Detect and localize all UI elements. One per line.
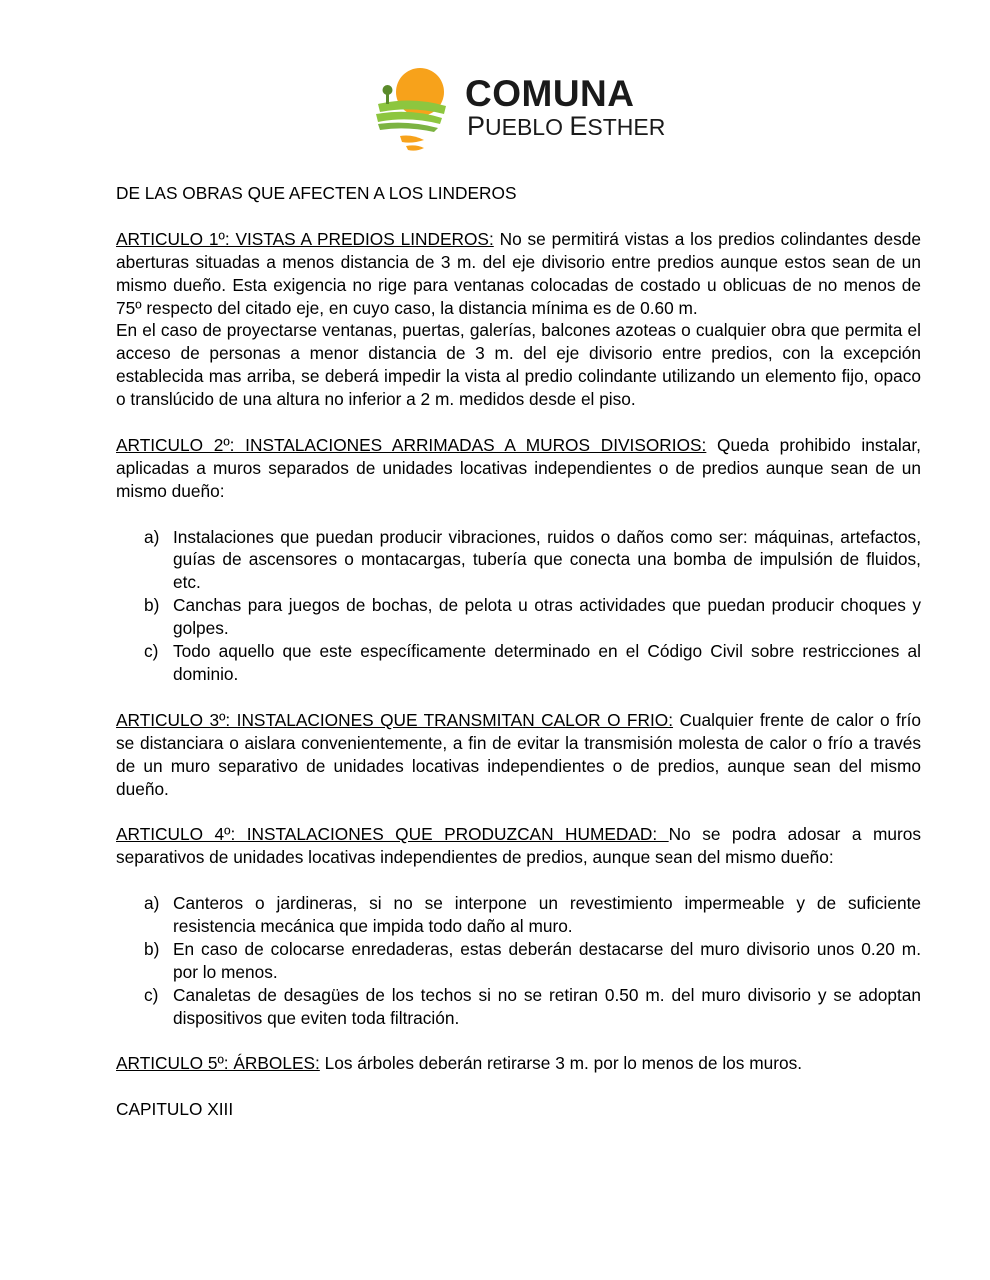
article-5-text: Los árboles deberán retirarse 3 m. por lo menos de los muros. (319, 1053, 803, 1074)
document-body (116, 182, 921, 1121)
chapter-heading: CAPITULO XIII (116, 1099, 234, 1120)
list-item: a) Instalaciones que puedan producir vibraciones, ruidos o daños como ser: máquinas, artefactos, guías de ascensores o montacargas, tubería que conecta una bomba de impulsión de fluidos, etc. (144, 526, 921, 593)
article-3-title: ARTICULO 3º: INSTALACIONES QUE TRANSMITAN CALOR O FRIO: (116, 709, 674, 730)
logo-title: COMUNA (465, 73, 635, 114)
list-item: c) Canaletas de desagües de los techos si no se retiran 0.50 m. del muro divisorio y se adoptan dispositivos que eviten toda filtración. (144, 984, 921, 1028)
article-4 (116, 823, 921, 869)
article-1 (116, 228, 921, 320)
article-2-list (116, 526, 921, 686)
sun-landscape-icon (372, 62, 464, 154)
article-5-title: ARTICULO 5º: ÁRBOLES: (116, 1053, 320, 1074)
article-5 (116, 1052, 921, 1075)
list-item: c) Todo aquello que este específicamente determinado en el Código Civil sobre restricciones al dominio. (144, 641, 921, 684)
list-item: b) Canchas para juegos de bochas, de pelota u otras actividades que puedan producir choques y golpes. (144, 595, 921, 639)
article-3-text: Cualquier frente de calor o frío se distanciara o aislara convenientemente, a fin de evitar la transmisión molesta de calor o frío a través de un muro separativo de unidades locativas independientes o de predios, aunque sean del mismo dueño. (116, 709, 921, 799)
article-2-title: ARTICULO 2º: INSTALACIONES ARRIMADAS A MUROS DIVISORIOS: (116, 434, 707, 455)
article-4-text: No se podra adosar a muros separativos de unidades locativas independientes de predios, aunque sean del mismo dueño: (116, 824, 921, 868)
article-4-title: ARTICULO 4º: INSTALACIONES QUE PRODUZCAN HUMEDAD: (116, 824, 669, 845)
article-1-paragraph-2: En el caso de proyectarse ventanas, puertas, galerías, balcones azoteas o cualquier obra que permita el acceso de personas a menor distancia de 3 m. del eje divisorio entre predios, con la excepción establecida mas arriba, se deberá impedir la vista al predio colindante utilizando un elemento fijo, opaco o translúcido de una altura no inferior a 2 m. medidos desde el piso. (116, 320, 921, 410)
list-item: a) Canteros o jardineras, si no se interpone un revestimiento impermeable y de suficiente resistencia mecánica que impida todo daño al muro. (144, 893, 921, 936)
comuna-logo (372, 62, 672, 154)
article-1-text: No se permitirá vistas a los predios colindantes desde aberturas situadas a menos distancia de 3 m. del eje divisorio entre predios aunque estos sean de un mismo dueño. Esta exigencia no rige para ventanas colocadas de costado u oblicuas de no menos de 75º respecto del citado eje, en cuyo caso, la distancia mínima es de 0.60 m. (116, 228, 921, 318)
article-4-list (116, 892, 921, 1029)
logo-subtitle: PUEBLO ESTHER (467, 111, 666, 141)
article-3 (116, 709, 921, 801)
article-2-text: Queda prohibido instalar, aplicadas a muros separados de unidades locativas independientes o de predios aunque sean de un mismo dueño: (116, 434, 921, 501)
article-2 (116, 434, 921, 503)
article-1-title: ARTICULO 1º: VISTAS A PREDIOS LINDEROS: (116, 228, 494, 249)
section-heading: DE LAS OBRAS QUE AFECTEN A LOS LINDEROS (116, 183, 517, 203)
list-item: b) En caso de colocarse enredaderas, estas deberán destacarse del muro divisorio unos 0.20 m. por lo menos. (144, 938, 921, 982)
